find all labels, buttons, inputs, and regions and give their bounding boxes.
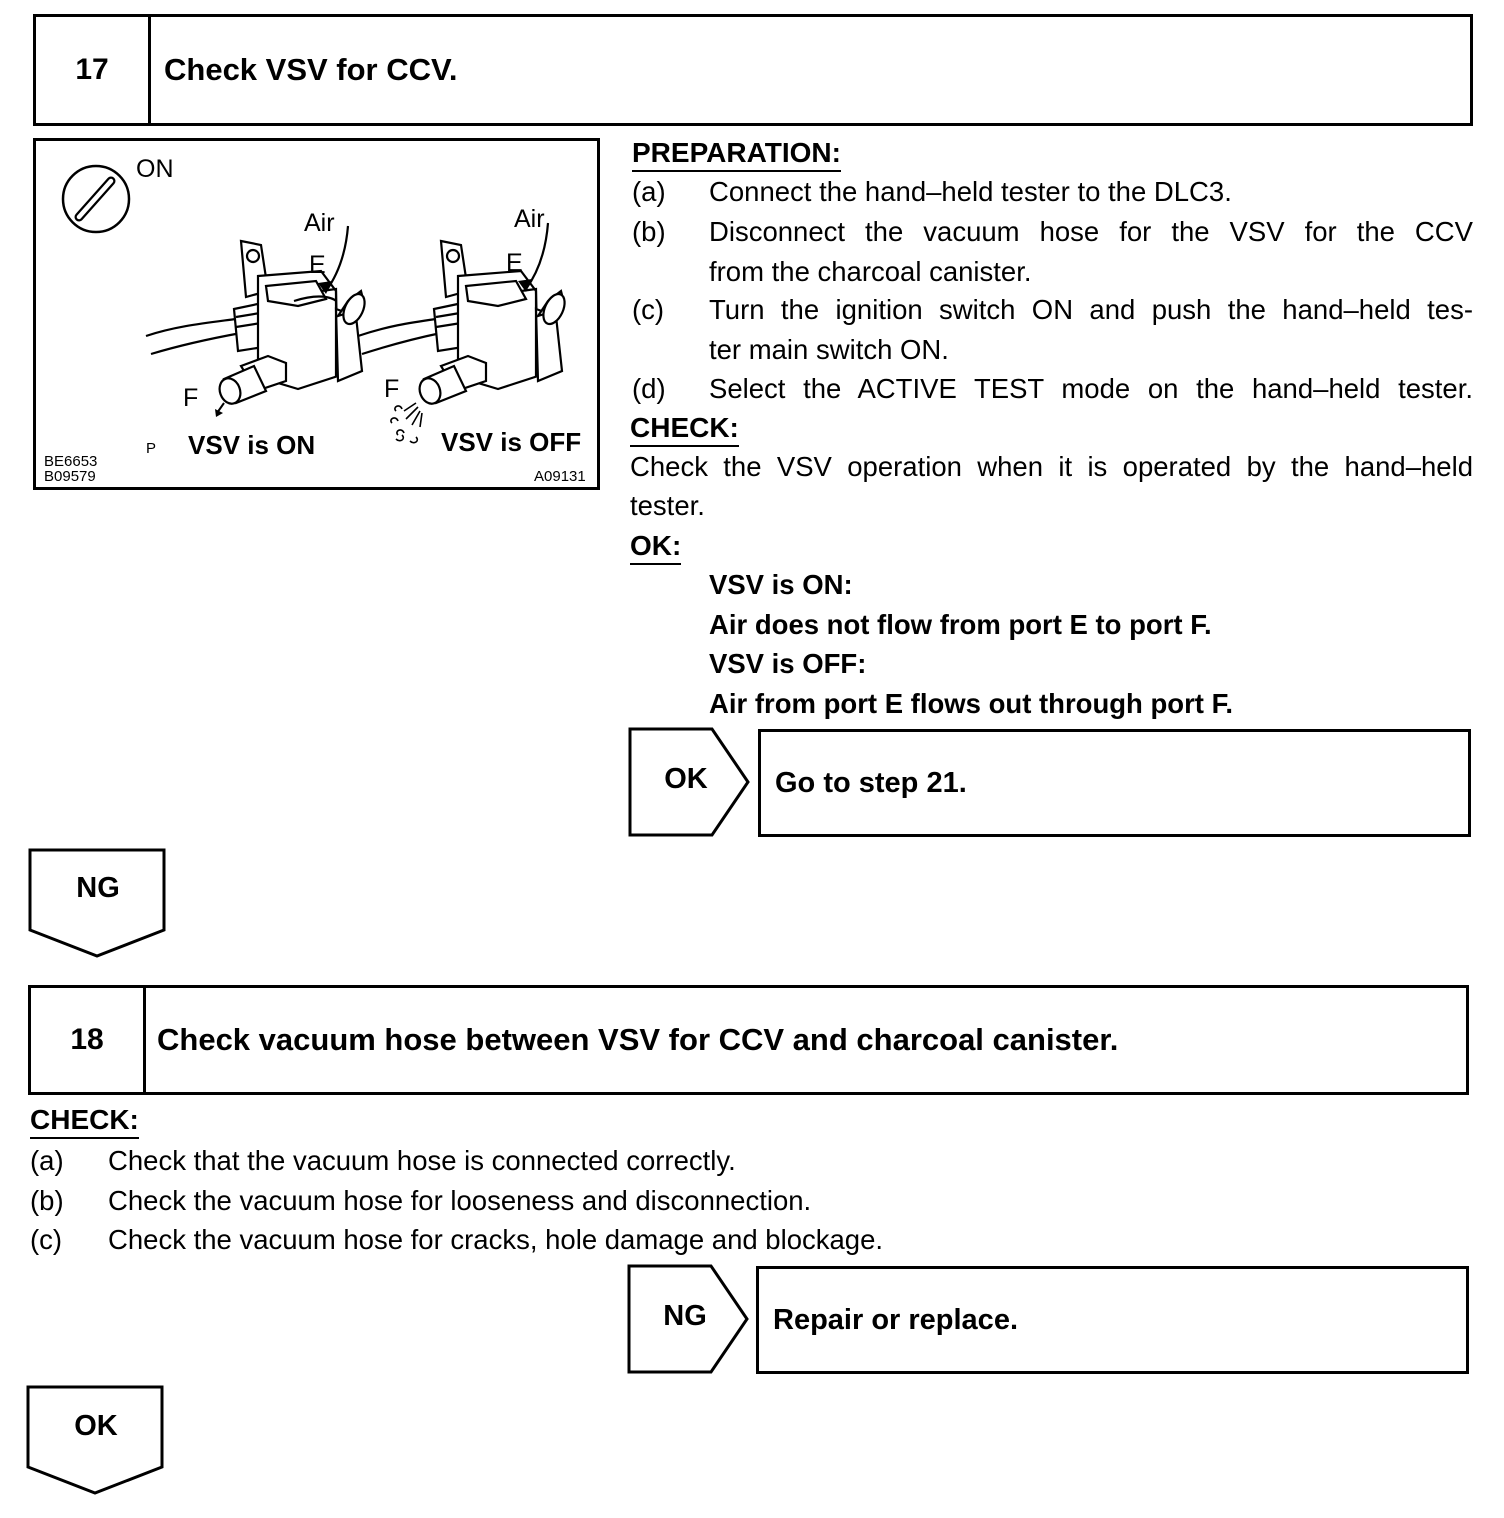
step-18-header bbox=[28, 985, 1469, 1095]
caption-vsv-on: VSV is ON bbox=[188, 430, 316, 460]
prep-item-c-label: (c) bbox=[632, 294, 665, 325]
ok-result-tag: OK bbox=[664, 763, 708, 795]
check-18-item-c-text: Check the vacuum hose for cracks, hole damage and blockage. bbox=[108, 1224, 884, 1255]
caption-vsv-off: VSV is OFF bbox=[441, 427, 582, 457]
ignition-key-icon bbox=[63, 166, 129, 232]
prep-item-a-text: Connect the hand–held tester to the DLC3. bbox=[709, 176, 1232, 207]
prep-item-a-label: (a) bbox=[632, 176, 666, 207]
ok-heading-17: OK: bbox=[630, 530, 681, 565]
check-heading-18: CHECK: bbox=[30, 1104, 139, 1139]
ng-result-tag: NG bbox=[663, 1300, 707, 1332]
figure-code-2: B09579 bbox=[44, 468, 96, 485]
vsv-illustration bbox=[36, 141, 597, 487]
figure-code-3: A09131 bbox=[534, 468, 586, 485]
airflow-puff-icon bbox=[391, 403, 422, 443]
prep-item-d-text: Select the ACTIVE TEST mode on the hand–held tester. bbox=[709, 373, 1473, 404]
preparation-heading: PREPARATION: bbox=[632, 137, 841, 172]
check-18-item-b-label: (b) bbox=[30, 1185, 64, 1216]
port-e-left-label: E bbox=[309, 251, 326, 279]
ng-down-arrow-label: NG bbox=[76, 872, 120, 904]
prep-item-b-text-2: from the charcoal canister. bbox=[709, 256, 1032, 287]
check-18-item-a-text: Check that the vacuum hose is connected correctly. bbox=[108, 1145, 736, 1176]
port-f-left-label: F bbox=[183, 384, 199, 412]
ok-down-arrow-label: OK bbox=[74, 1410, 118, 1442]
check-18-item-c-label: (c) bbox=[30, 1224, 63, 1255]
check-18-item-b-text: Check the vacuum hose for looseness and disconnection. bbox=[108, 1185, 812, 1216]
ok-17-line-4: Air from port E flows out through port F. bbox=[709, 688, 1233, 719]
vsv-left-drawing bbox=[146, 241, 369, 407]
vsv-figure bbox=[33, 138, 600, 490]
ng-result-text: Repair or replace. bbox=[773, 1303, 1018, 1336]
port-e-right-label: E bbox=[506, 249, 523, 277]
ok-17-line-3: VSV is OFF: bbox=[709, 648, 867, 679]
prep-item-c-text-1: Turn the ignition switch ON and push the hand–held tes- bbox=[709, 294, 1473, 325]
prep-item-c-text-2: ter main switch ON. bbox=[709, 334, 949, 365]
prep-item-b-text-1: Disconnect the vacuum hose for the VSV for the CCV bbox=[709, 216, 1473, 247]
prep-item-d-label: (d) bbox=[632, 373, 666, 404]
step-17-title: Check VSV for CCV. bbox=[164, 52, 458, 87]
ok-result-box bbox=[758, 729, 1471, 837]
port-f-right-label: F bbox=[384, 375, 400, 403]
air-right-label: Air bbox=[514, 205, 545, 233]
on-label: ON bbox=[136, 155, 174, 183]
ok-17-line-2: Air does not flow from port E to port F. bbox=[709, 609, 1212, 640]
check-17-text-2: tester. bbox=[630, 490, 705, 521]
check-18-item-a-label: (a) bbox=[30, 1145, 64, 1176]
check-heading-17: CHECK: bbox=[630, 412, 739, 447]
check-17-text-1: Check the VSV operation when it is operated by the hand–held bbox=[630, 451, 1473, 482]
step-17-header bbox=[33, 14, 1473, 126]
air-left-label: Air bbox=[304, 209, 335, 237]
step-18-title: Check vacuum hose between VSV for CCV and charcoal canister. bbox=[157, 1022, 1119, 1057]
ok-result-text: Go to step 21. bbox=[775, 766, 967, 799]
ng-result-box bbox=[756, 1266, 1469, 1374]
step-17-number: 17 bbox=[36, 17, 151, 123]
prep-item-b-label: (b) bbox=[632, 216, 666, 247]
figure-code-1: BE6653 bbox=[44, 453, 98, 470]
p-mark: P bbox=[146, 440, 157, 457]
step-18-number: 18 bbox=[31, 988, 146, 1092]
ok-17-line-1: VSV is ON: bbox=[709, 569, 853, 600]
